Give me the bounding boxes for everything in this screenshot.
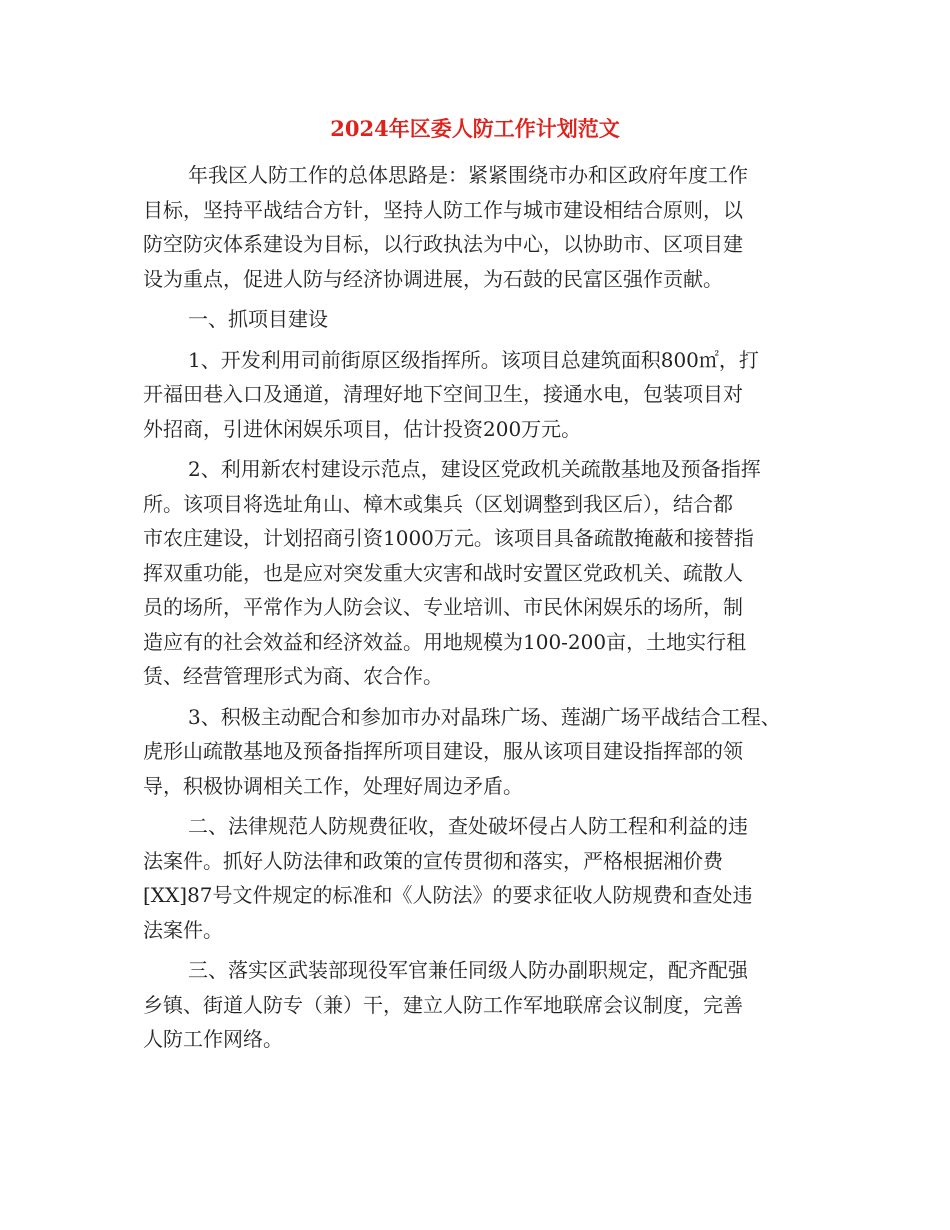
text-line: [XX]87号文件规定的标准和《人防法》的要求征收人防规费和查处违 [143,883,753,907]
section-heading-1 [143,302,803,337]
paragraph-intro [143,158,803,296]
paragraph-section-2 [143,809,803,947]
paragraph-section-3 [143,953,803,1057]
text-line: 1、开发利用司前街原区级指挥所。该项目总建筑面积800㎡，打 [188,347,759,372]
text-line: 一、抓项目建设 [188,307,328,331]
text-line: 三、落实区武装部现役军官兼任同级人防办副职规定，配齐配强 [188,958,748,982]
text-line: 二、法律规范人防规费征收，查处破坏侵占人防工程和利益的违 [188,814,748,838]
text-line: 目标，坚持平战结合方针，坚持人防工作与城市建设相结合原则，以 [143,197,743,222]
text-line: 法案件。抓好人防法律和政策的宣传贯彻和落实，严格根据湘价费 [143,848,723,873]
text-line: 开福田巷入口及通道，清理好地下空间卫生，接通水电，包装项目对 [143,382,743,406]
paragraph-item-2 [143,452,803,694]
text-line: 市农庄建设，计划招商引资1000万元。该项目具备疏散掩蔽和接替指 [143,526,754,550]
text-line: 外招商，引进休闲娱乐项目，估计投资200万元。 [143,416,582,441]
text-line: 所。该项目将选址角山、樟木或集兵（区划调整到我区后），结合都 [143,491,733,516]
paragraph-item-3 [143,700,803,804]
text-line: 法案件。 [143,917,223,942]
text-line: 虎形山疏散基地及预备指挥所项目建设，服从该项目建设指挥部的领 [143,739,743,763]
text-line: 员的场所，平常作为人防会议、专业培训、市民休闲娱乐的场所，制 [143,595,743,619]
text-line: 导，积极协调相关工作，处理好周边矛盾。 [143,773,523,798]
text-line: 赁、经营管理形式为商、农合作。 [143,664,443,688]
paragraph-item-1 [143,343,803,447]
text-line: 人防工作网络。 [143,1027,283,1051]
text-line: 2、利用新农村建设示范点，建设区党政机关疏散基地及预备指挥 [188,457,761,481]
document-body [143,158,803,1057]
text-line: 挥双重功能，也是应对突发重大灾害和战时安置区党政机关、疏散人 [143,560,743,585]
document-title: 2024年区委人防工作计划范文 [330,116,620,141]
text-line: 乡镇、街道人防专（兼）干，建立人防工作军地联席会议制度，完善 [143,992,743,1017]
text-line: 设为重点，促进人防与经济协调进展，为石鼓的民富区强作贡献。 [143,266,723,291]
text-line: 3、积极主动配合和参加市办对晶珠广场、莲湖广场平战结合工程、 [188,704,781,729]
text-line: 防空防灾体系建设为目标，以行政执法为中心，以协助市、区项目建 [143,232,743,256]
text-line: 造应有的社会效益和经济效益。用地规模为100-200亩，土地实行租 [143,629,747,654]
text-line: 年我区人防工作的总体思路是：紧紧围绕市办和区政府年度工作 [188,163,748,187]
